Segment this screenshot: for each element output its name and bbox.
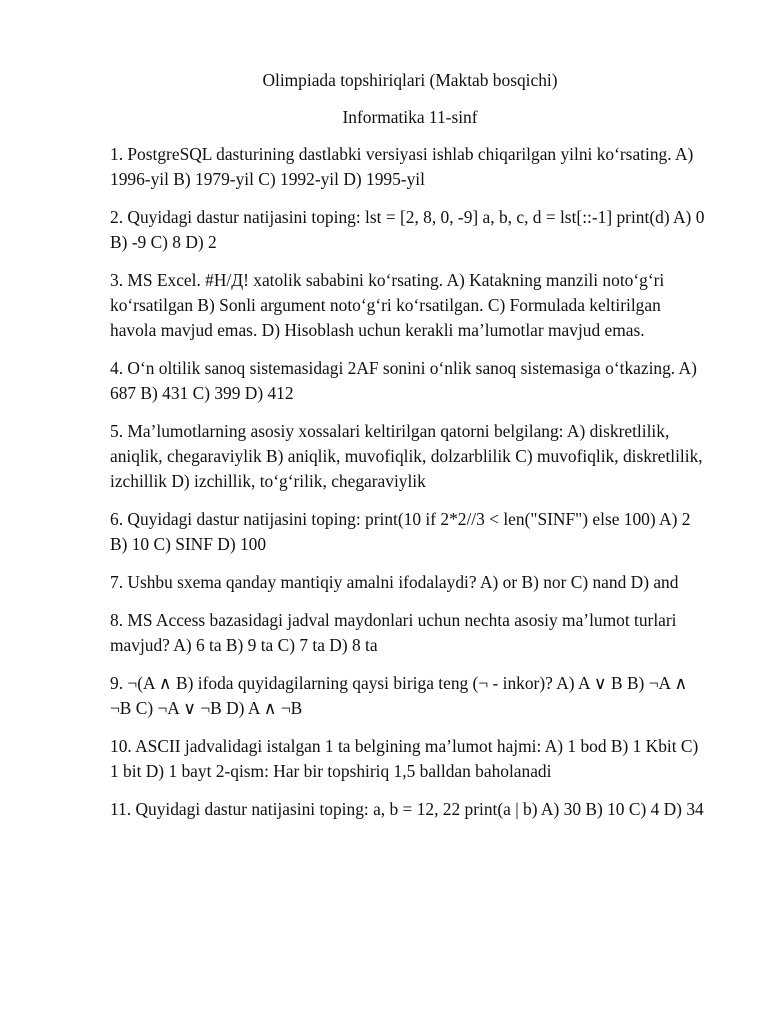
- question-11: 11. Quyidagi dastur natijasini toping: a, b = 12, 22 print(a | b) A) 30 B) 10 C) 4 D) 34: [110, 799, 704, 819]
- question-9: 9. ¬(A ∧ B) ifoda quyidagilarning qaysi biriga teng (¬ - inkor)? A) A ∨ B B) ¬A ∧ ¬B C) ¬A ∨ ¬B D) A ∧ ¬B: [110, 673, 688, 718]
- question-10: 10. ASCII jadvalidagi istalgan 1 ta belgining ma’lumot hajmi: A) 1 bod B) 1 Kbit C) 1 bit D) 1 bayt 2-qism: Har bir topshiriq 1,5 balldan baholanadi: [110, 736, 699, 781]
- document-subtitle: Informatika 11-sinf: [342, 107, 478, 127]
- question-4: 4. O‘n oltilik sanoq sistemasidagi 2AF sonini o‘nlik sanoq sistemasiga o‘tkazing. A) 687 B) 431 C) 399 D) 412: [110, 358, 697, 403]
- question-6: 6. Quyidagi dastur natijasini toping: print(10 if 2*2//3 < len("SINF") else 100) A) 2 B) 10 C) SINF D) 100: [110, 509, 691, 554]
- question-8: 8. MS Access bazasidagi jadval maydonlari uchun nechta asosiy ma’lumot turlari mavjud? A) 6 ta B) 9 ta C) 7 ta D) 8 ta: [110, 610, 677, 655]
- question-7: 7. Ushbu sxema qanday mantiqiy amalni ifodalaydi? A) or B) nor C) nand D) and: [110, 572, 679, 592]
- document-body: [110, 68, 710, 835]
- question-1: 1. PostgreSQL dasturining dastlabki versiyasi ishlab chiqarilgan yilni ko‘rsating. A) 1996-yil B) 1979-yil C) 1992-yil D) 1995-yil: [110, 144, 694, 189]
- question-2: 2. Quyidagi dastur natijasini toping: lst = [2, 8, 0, -9] a, b, c, d = lst[::-1] print(d) A) 0 B) -9 C) 8 D) 2: [110, 207, 705, 252]
- question-3: 3. MS Excel. #Н/Д! xatolik sababini ko‘rsating. A) Katakning manzili noto‘g‘ri ko‘rsatilgan B) Sonli argument noto‘g‘ri ko‘rsatilgan. C) Formulada keltirilgan havola mavjud emas. D) Hisoblash uchun kerakli ma’lumotlar mavjud emas.: [110, 270, 665, 340]
- question-list: [110, 142, 710, 822]
- question-5: 5. Ma’lumotlarning asosiy xossalari keltirilgan qatorni belgilang: A) diskretlilik, aniqlik, chegaraviylik B) aniqlik, muvofiqlik, dolzarblilik C) muvofiqlik, diskretlilik, izchillik D) izchillik, to‘g‘rilik, chegaraviylik: [110, 421, 703, 491]
- document-title: Olimpiada topshiriqlari (Maktab bosqichi): [262, 70, 558, 90]
